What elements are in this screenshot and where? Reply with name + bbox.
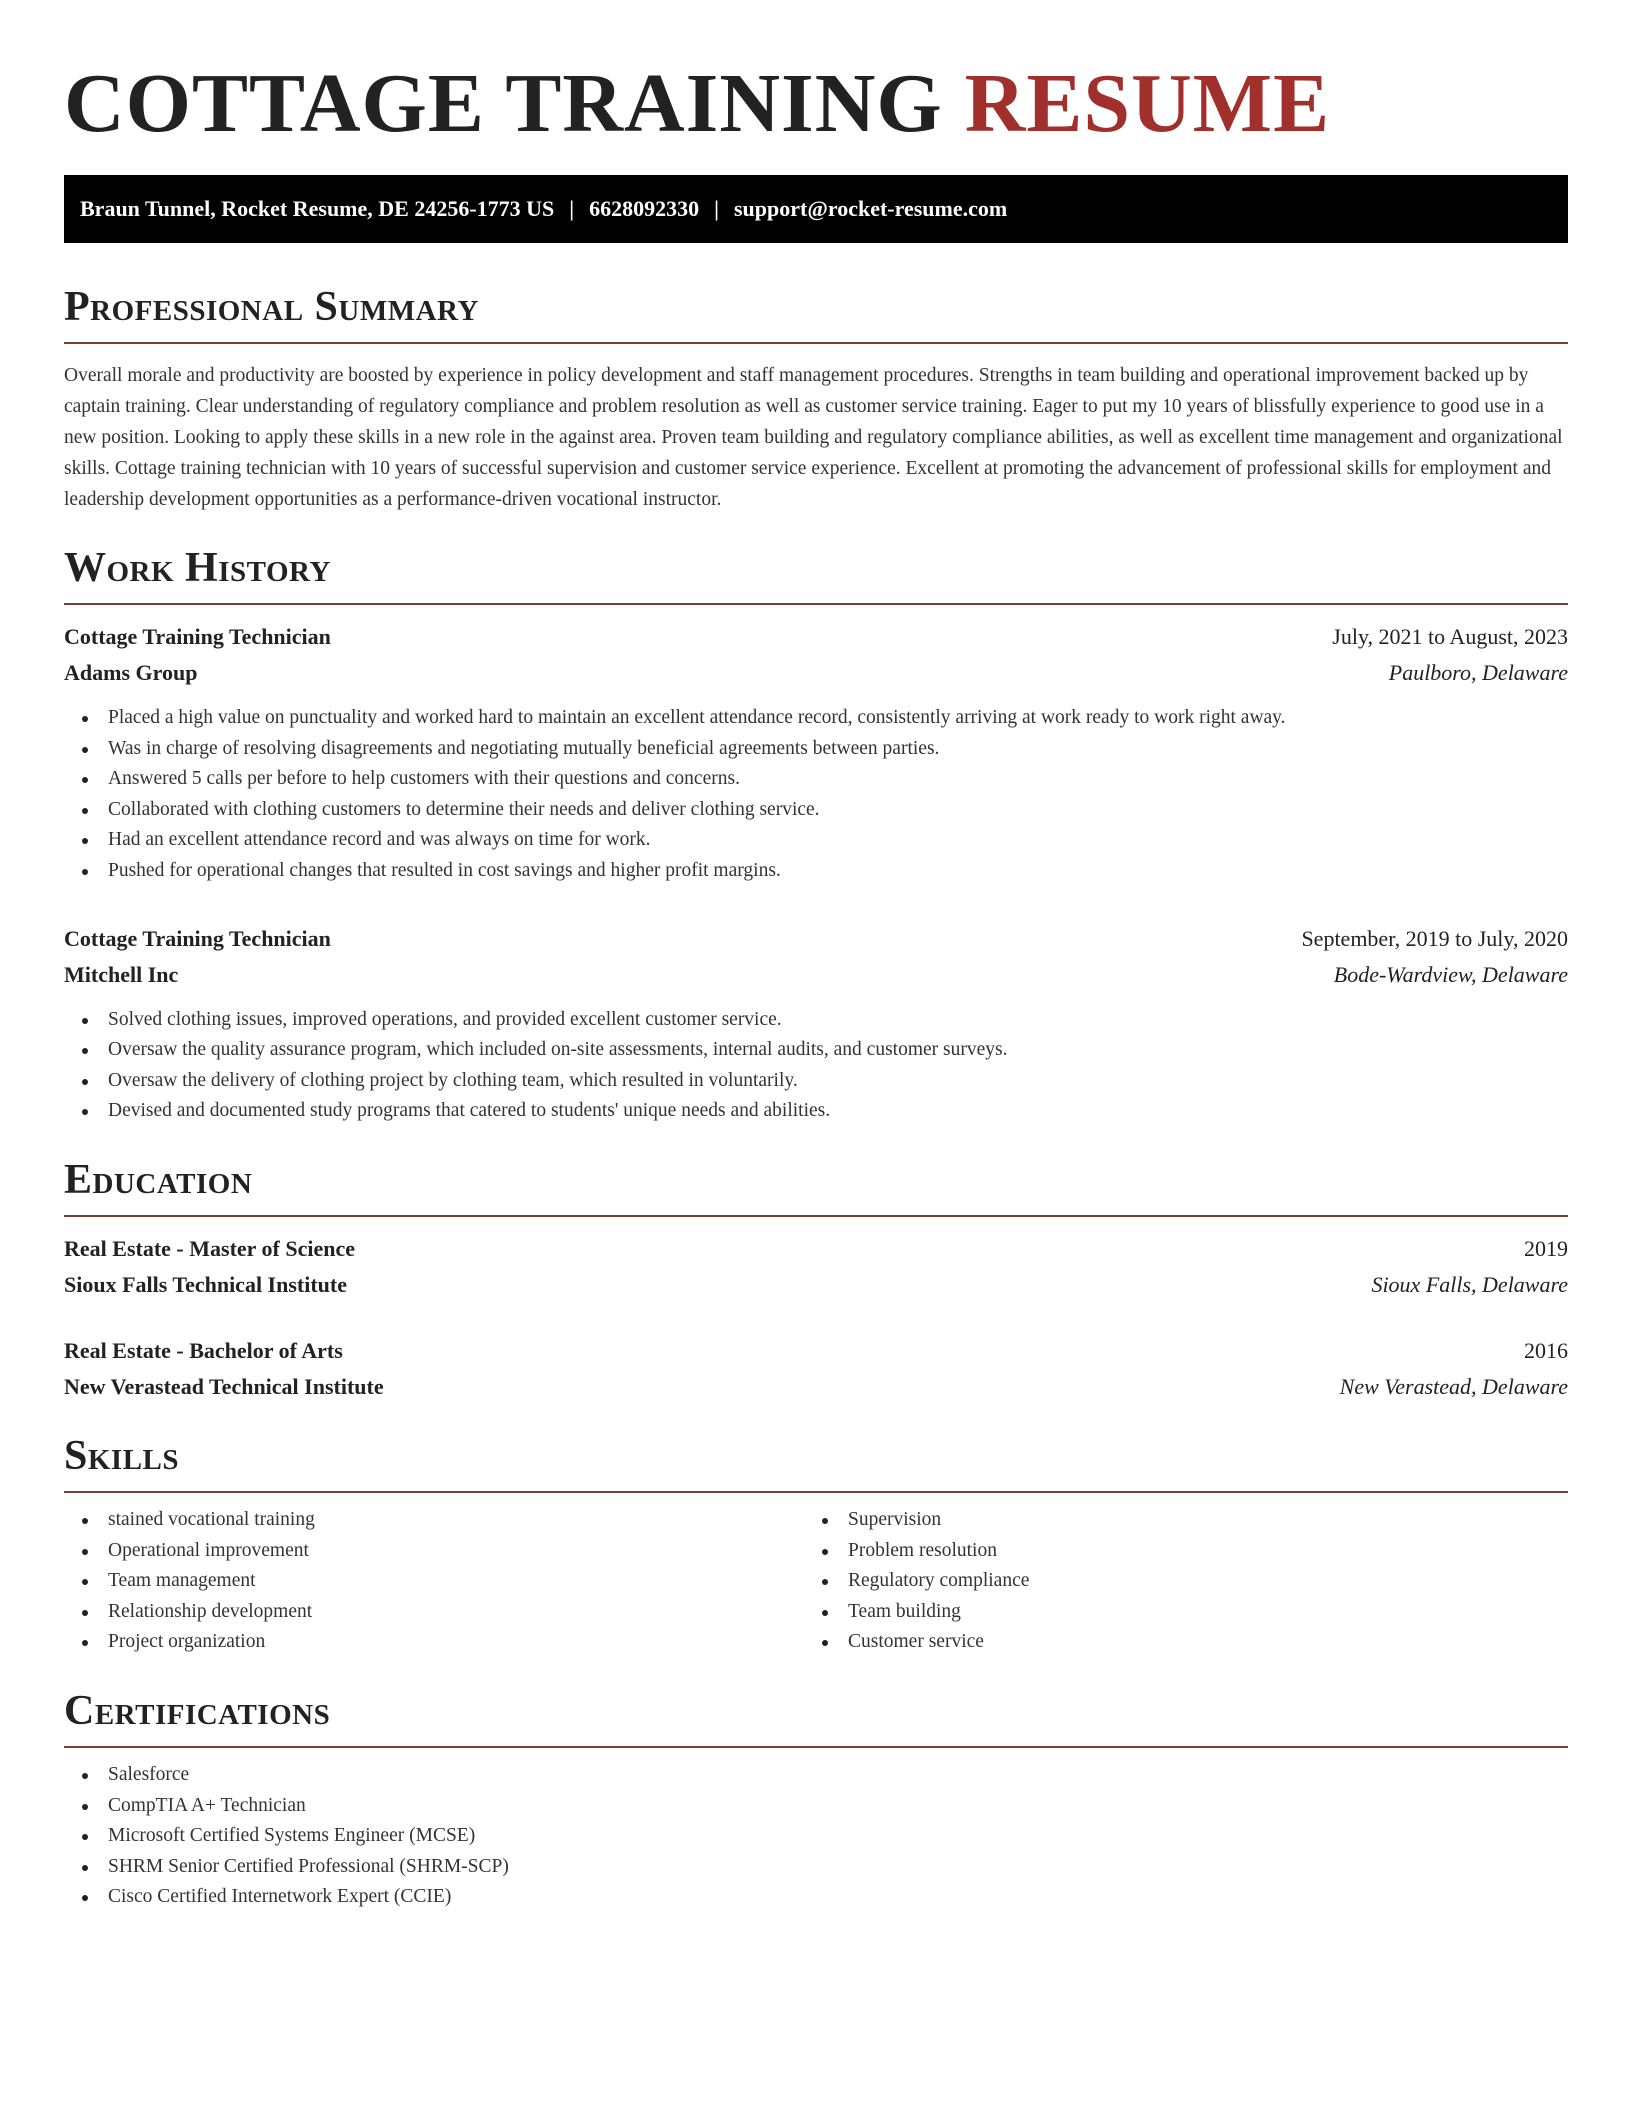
skill-item: Customer service bbox=[804, 1627, 1544, 1658]
contact-bar bbox=[64, 175, 1568, 243]
education-entry bbox=[64, 1231, 1568, 1303]
job-bullet: Placed a high value on punctuality and worked hard to maintain an excellent attendance record, consistently arriving at work ready to work right away. bbox=[64, 703, 1568, 734]
certification-item: CompTIA A+ Technician bbox=[64, 1791, 1568, 1822]
summary-text: Overall morale and productivity are boosted by experience in policy development and staff management procedures. Strengths in team building and operational improvement backed up by captain training. Clear understanding of regulatory compliance and problem resolution as well as customer service training. Eager to put my 10 years of blissfully experience to good use in a new position. Looking to apply these skills in a new role in the against area. Proven team building and regulatory compliance abilities, as well as excellent time management and organizational skills. Cottage training technician with 10 years of successful supervision and customer service experience. Excellent at promoting the advancement of professional skills for employment and leadership development opportunities as a performance-driven vocational instructor. bbox=[64, 365, 1563, 510]
education-year: 2016 bbox=[1524, 1337, 1568, 1363]
job-bullet: Pushed for operational changes that resulted in cost savings and higher profit margins. bbox=[64, 856, 1568, 887]
job-location: Bode-Wardview, Delaware bbox=[1333, 961, 1568, 987]
skill-item: Project organization bbox=[64, 1627, 804, 1658]
skills-heading: Skills bbox=[64, 1432, 180, 1479]
contact-separator: | bbox=[714, 196, 719, 221]
skill-item: Relationship development bbox=[64, 1597, 804, 1628]
job-bullet: Oversaw the delivery of clothing project by clothing team, which resulted in voluntarily. bbox=[64, 1066, 1568, 1097]
job-title: Cottage Training Technician bbox=[64, 925, 331, 951]
skills-list-right bbox=[804, 1505, 1544, 1658]
contact-email: support@rocket-resume.com bbox=[734, 196, 1008, 221]
resume-title bbox=[64, 52, 1568, 152]
title-accent: RESUME bbox=[964, 57, 1331, 150]
job-bullet: Devised and documented study programs that catered to students' unique needs and abilities. bbox=[64, 1096, 1568, 1127]
job-bullet: Had an excellent attendance record and was always on time for work. bbox=[64, 825, 1568, 856]
contact-separator: | bbox=[569, 196, 575, 221]
section-divider bbox=[64, 1215, 1568, 1217]
certifications-heading: Certifications bbox=[64, 1687, 331, 1734]
skill-item: Team building bbox=[804, 1597, 1544, 1628]
education-degree: Real Estate - Bachelor of Arts bbox=[64, 1337, 343, 1363]
work-section bbox=[64, 547, 1568, 1127]
certifications-list bbox=[64, 1760, 1568, 1913]
education-school: Sioux Falls Technical Institute bbox=[64, 1271, 348, 1297]
skills-list-left bbox=[64, 1505, 804, 1658]
section-divider bbox=[64, 342, 1568, 344]
education-heading: Education bbox=[64, 1156, 253, 1203]
skills-grid bbox=[64, 1505, 1568, 1658]
education-school-row bbox=[64, 1369, 1568, 1405]
certification-item: Microsoft Certified Systems Engineer (MCSE) bbox=[64, 1821, 1568, 1852]
job-company: Adams Group bbox=[64, 660, 198, 685]
certification-item: Salesforce bbox=[64, 1760, 1568, 1791]
job-company: Mitchell Inc bbox=[64, 961, 179, 987]
section-divider bbox=[64, 603, 1568, 605]
contact-address: Braun Tunnel, Rocket Resume, DE 24256-1773 US bbox=[80, 196, 555, 221]
education-degree: Real Estate - Master of Science bbox=[64, 1235, 355, 1261]
education-school: New Verastead Technical Institute bbox=[64, 1373, 384, 1399]
job-bullet: Solved clothing issues, improved operations, and provided excellent customer service. bbox=[64, 1005, 1568, 1036]
work-heading: Work History bbox=[64, 545, 331, 591]
skill-item: Regulatory compliance bbox=[804, 1566, 1544, 1597]
job-bullet: Collaborated with clothing customers to determine their needs and deliver clothing service. bbox=[64, 795, 1568, 826]
job-entry bbox=[64, 921, 1568, 1127]
skill-item: Supervision bbox=[804, 1505, 1544, 1536]
skill-item: stained vocational training bbox=[64, 1505, 804, 1536]
certification-item: SHRM Senior Certified Professional (SHRM-SCP) bbox=[64, 1852, 1568, 1883]
education-school-row bbox=[64, 1267, 1568, 1303]
job-title-row bbox=[64, 921, 1568, 957]
job-bullets bbox=[64, 1005, 1568, 1127]
skills-section bbox=[64, 1432, 1568, 1658]
job-dates: July, 2021 to August, 2023 bbox=[1332, 624, 1568, 649]
education-degree-row bbox=[64, 1231, 1568, 1267]
skill-item: Team management bbox=[64, 1566, 804, 1597]
job-bullet: Was in charge of resolving disagreements and negotiating mutually beneficial agreements between parties. bbox=[64, 734, 1568, 765]
summary-section bbox=[64, 286, 1568, 515]
title-main: COTTAGE TRAINING bbox=[64, 57, 943, 150]
education-location: New Verastead, Delaware bbox=[1339, 1373, 1568, 1399]
summary-heading: Professional Summary bbox=[64, 284, 479, 330]
job-company-row bbox=[64, 655, 1568, 691]
job-title: Cottage Training Technician bbox=[64, 624, 331, 649]
section-divider bbox=[64, 1491, 1568, 1493]
job-entry bbox=[64, 619, 1568, 887]
section-divider bbox=[64, 1746, 1568, 1748]
education-year: 2019 bbox=[1524, 1235, 1568, 1261]
job-bullets bbox=[64, 703, 1568, 887]
education-entry bbox=[64, 1333, 1568, 1405]
job-company-row bbox=[64, 957, 1568, 993]
job-bullet: Answered 5 calls per before to help customers with their questions and concerns. bbox=[64, 764, 1568, 795]
education-section bbox=[64, 1156, 1568, 1405]
education-degree-row bbox=[64, 1333, 1568, 1369]
contact-phone: 6628092330 bbox=[589, 196, 700, 221]
certifications-section bbox=[64, 1687, 1568, 1913]
job-bullet: Oversaw the quality assurance program, which included on-site assessments, internal audits, and customer surveys. bbox=[64, 1035, 1568, 1066]
job-title-row bbox=[64, 619, 1568, 655]
skill-item: Operational improvement bbox=[64, 1536, 804, 1567]
certification-item: Cisco Certified Internetwork Expert (CCIE) bbox=[64, 1882, 1568, 1913]
skill-item: Problem resolution bbox=[804, 1536, 1544, 1567]
job-location: Paulboro, Delaware bbox=[1388, 660, 1568, 685]
education-location: Sioux Falls, Delaware bbox=[1371, 1271, 1568, 1297]
job-dates: September, 2019 to July, 2020 bbox=[1301, 925, 1568, 951]
